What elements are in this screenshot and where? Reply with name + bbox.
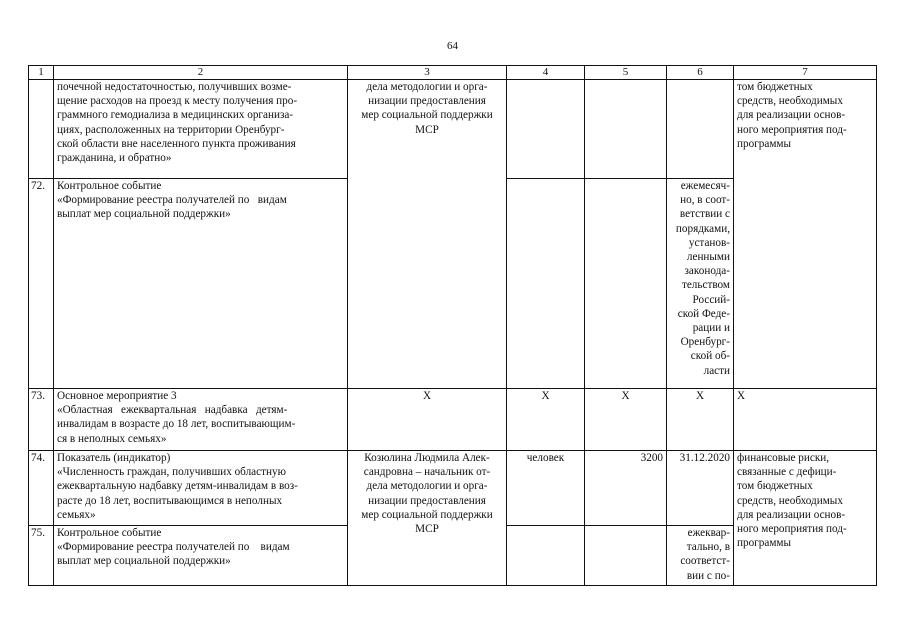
responsible-cell: дела методологии и орга- низации предоставления мер социальной поддержки МСР: [348, 80, 507, 389]
row-number-cell: 75.: [29, 526, 54, 586]
row-number-cell: 73.: [29, 389, 54, 451]
deadline-cell: ежемесяч- но, в соот- ветствии с порядками, установ- ленными законода- тельством Россий- ской Феде- рации и Оренбург- ской об- ласти: [667, 179, 734, 389]
risks-cell: X: [734, 389, 877, 451]
deadline-cell: X: [667, 389, 734, 451]
row-number-cell: [29, 80, 54, 179]
unit-cell: [507, 526, 585, 586]
value-cell: [585, 80, 667, 179]
value-cell: X: [585, 389, 667, 451]
responsible-cell: Козюлина Людмила Алек- сандровна – начальник от- дела методологии и орга- низации предоставления мер социальной поддержки МСР: [348, 451, 507, 586]
header-col-4: 4: [507, 66, 585, 80]
measure-name-cell: почечной недостаточностью, получивших возме- щение расходов на проезд к месту получения про- граммного гемодиализа в медицинских организа- циях, расположенных на территории Оренбург- ской области вне населенного пункта проживания гражданина, и обратно»: [54, 80, 348, 179]
unit-cell: [507, 179, 585, 389]
value-cell: 3200: [585, 451, 667, 526]
table-row-73: [29, 389, 877, 451]
header-col-7: 7: [734, 66, 877, 80]
measure-name-cell: Контрольное событие «Формирование реестра получателей по видам выплат мер социальной поддержки»: [54, 179, 348, 389]
risks-cell: финансовые риски, связанные с дефици- том бюджетных средств, необходимых для реализации основ- ного мероприятия под- программы: [734, 451, 877, 586]
measure-name-cell: Контрольное событие «Формирование реестра получателей по видам выплат мер социальной поддержки»: [54, 526, 348, 586]
measure-name-cell: Показатель (индикатор) «Численность граждан, получивших областную ежеквартальную надбавку детям-инвалидам в воз- расте до 18 лет, воспитывающимся в неполных семьях»: [54, 451, 348, 526]
header-col-6: 6: [667, 66, 734, 80]
header-col-3: 3: [348, 66, 507, 80]
header-col-2: 2: [54, 66, 348, 80]
unit-cell: [507, 80, 585, 179]
header-col-1: 1: [29, 66, 54, 80]
value-cell: [585, 526, 667, 586]
deadline-cell: [667, 80, 734, 179]
value-cell: [585, 179, 667, 389]
deadline-cell: 31.12.2020: [667, 451, 734, 526]
measures-table: [28, 65, 877, 586]
deadline-cell: ежеквар- тально, в соответст- вии с по-: [667, 526, 734, 586]
row-number-cell: 72.: [29, 179, 54, 389]
header-col-5: 5: [585, 66, 667, 80]
table-row-continuation: [29, 80, 877, 179]
row-number-cell: 74.: [29, 451, 54, 526]
page-number: 64: [447, 40, 458, 52]
table-header: [29, 66, 877, 80]
responsible-cell: X: [348, 389, 507, 451]
table-row-74: [29, 451, 877, 526]
risks-cell: том бюджетных средств, необходимых для реализации основ- ного мероприятия под- программы: [734, 80, 877, 389]
measure-name-cell: Основное мероприятие 3 «Областная ежеквартальная надбавка детям- инвалидам в возрасте до 18 лет, воспитывающим- ся в неполных семьях»: [54, 389, 348, 451]
unit-cell: человек: [507, 451, 585, 526]
unit-cell: X: [507, 389, 585, 451]
